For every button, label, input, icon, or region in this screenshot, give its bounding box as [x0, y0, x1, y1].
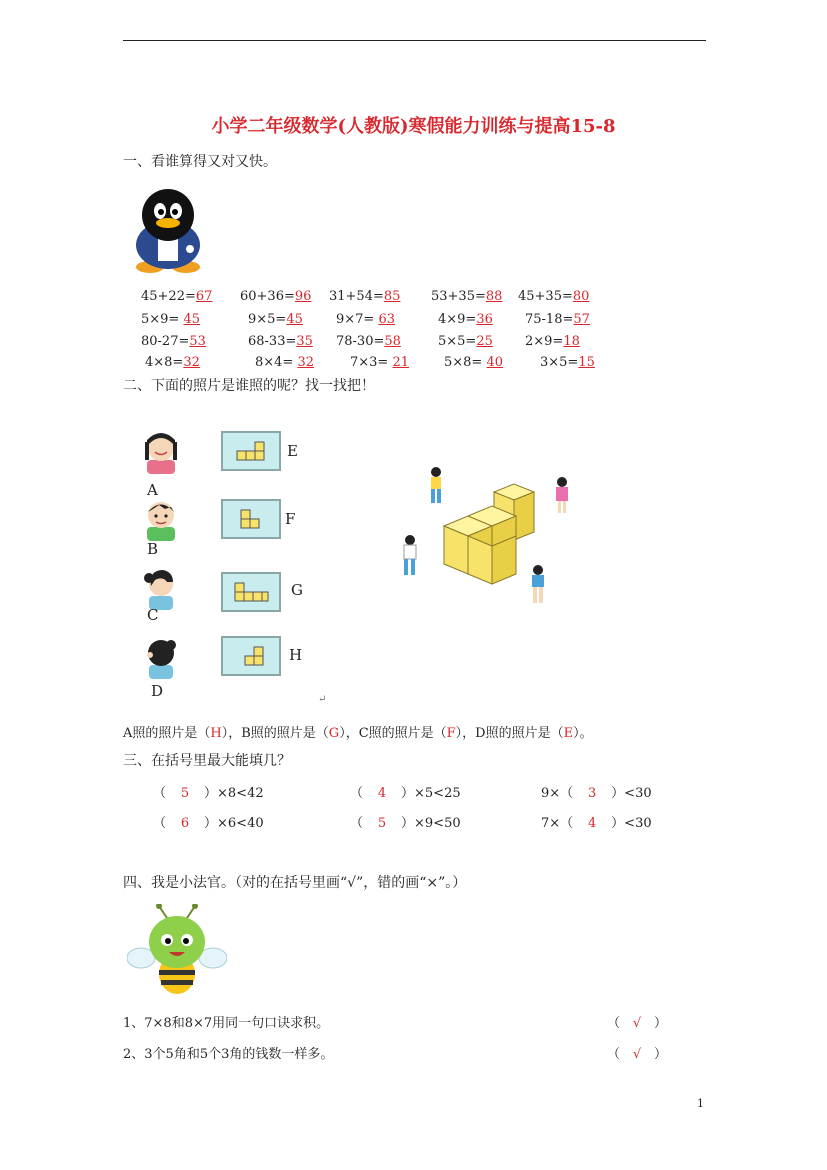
photo-e-blocks-icon: [223, 433, 279, 469]
label-g: G: [291, 581, 303, 599]
inequality-text: （: [153, 786, 167, 801]
label-d: D: [151, 682, 164, 700]
calc-question: 7×3=: [350, 355, 393, 370]
calc-item: [525, 334, 580, 349]
calc-question: 9×5=: [248, 312, 287, 327]
penguin-mascot-icon: [128, 187, 208, 275]
photo-g-blocks-icon: [223, 574, 279, 610]
calc-item: [336, 312, 395, 327]
check-mark-icon: √: [632, 1016, 642, 1031]
section-1-heading: 一、看谁算得又对又快。: [123, 154, 277, 170]
calc-question: 4×9=: [438, 312, 477, 327]
inequality-answer: 3: [588, 786, 597, 801]
section-4-heading: 四、我是小法官。（对的在括号里画“√”，错的画“×”。）: [123, 875, 467, 891]
inequality-item: [350, 812, 461, 831]
calc-answer: 63: [378, 312, 396, 327]
judge-statement: 1、7×8和8×7用同一句口诀求积。: [123, 1016, 330, 1031]
calc-answer: 25: [476, 334, 493, 349]
calc-question: 4×8=: [145, 355, 184, 370]
label-c: C: [147, 606, 159, 624]
inequality-text: ）×5<25: [401, 786, 461, 801]
label-b: B: [147, 540, 159, 558]
inequality-item: [541, 812, 652, 831]
calc-answer: 32: [297, 355, 315, 370]
section-3-heading: 三、在括号里最大能填几？: [123, 753, 291, 769]
label-h: H: [289, 646, 303, 664]
judge-statement: 2、3个5角和5个3角的钱数一样多。: [123, 1047, 334, 1062]
calc-answer: 35: [296, 334, 313, 349]
calc-answer: 57: [573, 312, 590, 327]
calc-question: 2×9=: [525, 334, 564, 349]
photo-answer-line: A照的照片是（H），B照的照片是（G），C照的照片是（F），D照的照片是（E）。: [123, 726, 593, 741]
calc-answer: 40: [486, 355, 504, 370]
paragraph-mark: ↵: [318, 694, 327, 705]
kid-left: [404, 535, 416, 575]
calc-question: 8×4=: [255, 355, 298, 370]
calc-answer: 53: [189, 334, 206, 349]
inequality-text: （: [350, 786, 364, 801]
calc-question: 3×5=: [540, 355, 579, 370]
inequality-answer: 4: [588, 816, 597, 831]
boy-b-icon: [141, 497, 181, 541]
kid-bottom-right: [532, 565, 544, 603]
calc-question: 5×8=: [444, 355, 487, 370]
inequality-answer: 6: [180, 816, 190, 831]
calc-answer: 15: [578, 355, 595, 370]
calc-answer: 88: [485, 289, 503, 304]
calc-item: [248, 334, 313, 349]
girl-c-side-icon: [141, 566, 181, 610]
label-a: A: [147, 481, 158, 499]
calc-item: [438, 312, 493, 327]
calc-answer: 45: [183, 312, 201, 327]
inequality-text: ）<30: [611, 816, 652, 831]
inequality-item: [153, 782, 264, 801]
cube-scene-illustration: [388, 460, 588, 620]
photo-e: [221, 431, 281, 471]
calc-answer: 67: [195, 289, 213, 304]
section-2-heading: 二、下面的照片是谁照的呢？找一找把！: [123, 378, 375, 394]
header-rule: [123, 40, 706, 41]
answer-d: E: [563, 726, 574, 741]
calc-item: [240, 289, 311, 304]
page-number: 1: [697, 1097, 704, 1110]
inequality-text: ）×9<50: [401, 816, 461, 831]
calc-answer: 85: [383, 289, 401, 304]
inequality-item: [153, 812, 264, 831]
answer-a: H: [210, 726, 222, 741]
kid-top-right: [556, 477, 568, 513]
calc-question: 31+54=: [329, 289, 384, 304]
inequality-text: ）×8<42: [204, 786, 264, 801]
photo-h: [221, 636, 281, 676]
judge-answer-box: （ √ ）: [607, 1016, 668, 1031]
label-f: F: [285, 510, 296, 528]
calc-item: [540, 355, 595, 370]
calc-question: 78-30=: [336, 334, 385, 349]
calc-item: [431, 289, 502, 304]
calc-question: 5×5=: [438, 334, 477, 349]
calc-answer: 21: [392, 355, 410, 370]
calc-question: 60+36=: [240, 289, 295, 304]
inequality-text: ）×6<40: [204, 816, 264, 831]
check-mark-icon: √: [632, 1047, 642, 1062]
calc-answer: 45: [286, 312, 303, 327]
inequality-text: 9×（: [541, 786, 574, 801]
calc-question: 45+35=: [518, 289, 573, 304]
calc-answer: 36: [476, 312, 493, 327]
inequality-text: ）<30: [611, 786, 652, 801]
answer-b: G: [328, 726, 340, 741]
inequality-answer: 5: [377, 816, 387, 831]
calc-item: [145, 355, 200, 370]
calc-question: 68-33=: [248, 334, 297, 349]
calc-item: [329, 289, 400, 304]
inequality-item: [350, 782, 461, 801]
inequality-item: [541, 782, 652, 801]
girl-a-icon: [141, 430, 181, 474]
calc-question: 5×9=: [141, 312, 184, 327]
kid-top-left: [431, 467, 441, 503]
inequality-answer: 5: [180, 786, 190, 801]
photo-f-blocks-icon: [223, 501, 279, 537]
calc-item: [518, 289, 589, 304]
calc-answer: 96: [294, 289, 312, 304]
calc-question: 53+35=: [431, 289, 486, 304]
calc-item: [525, 312, 590, 327]
label-e: E: [287, 442, 298, 460]
inequality-text: （: [350, 816, 364, 831]
calc-item: [141, 312, 200, 327]
calc-answer: 18: [563, 334, 580, 349]
calc-question: 9×7=: [336, 312, 379, 327]
calc-question: 75-18=: [525, 312, 574, 327]
document-title: 小学二年级数学(人教版)寒假能力训练与提高15-8: [211, 116, 616, 137]
calc-item: [248, 312, 303, 327]
calc-question: 80-27=: [141, 334, 190, 349]
calc-item: [444, 355, 503, 370]
photo-h-blocks-icon: [223, 638, 279, 674]
answer-c: F: [446, 726, 456, 741]
calc-item: [141, 289, 212, 304]
judge-answer-box: （ √ ）: [607, 1047, 668, 1062]
calc-answer: 58: [384, 334, 401, 349]
girl-d-back-icon: [141, 635, 181, 679]
calc-item: [255, 355, 314, 370]
inequality-text: 7×（: [541, 816, 574, 831]
calc-item: [141, 334, 206, 349]
calc-item: [438, 334, 493, 349]
calc-answer: 80: [572, 289, 590, 304]
bee-mascot-icon: [127, 904, 227, 996]
photo-g: [221, 572, 281, 612]
calc-item: [336, 334, 401, 349]
inequality-answer: 4: [377, 786, 387, 801]
calc-item: [350, 355, 409, 370]
inequality-text: （: [153, 816, 167, 831]
calc-answer: 32: [183, 355, 200, 370]
calc-question: 45+22=: [141, 289, 196, 304]
photo-f: [221, 499, 281, 539]
